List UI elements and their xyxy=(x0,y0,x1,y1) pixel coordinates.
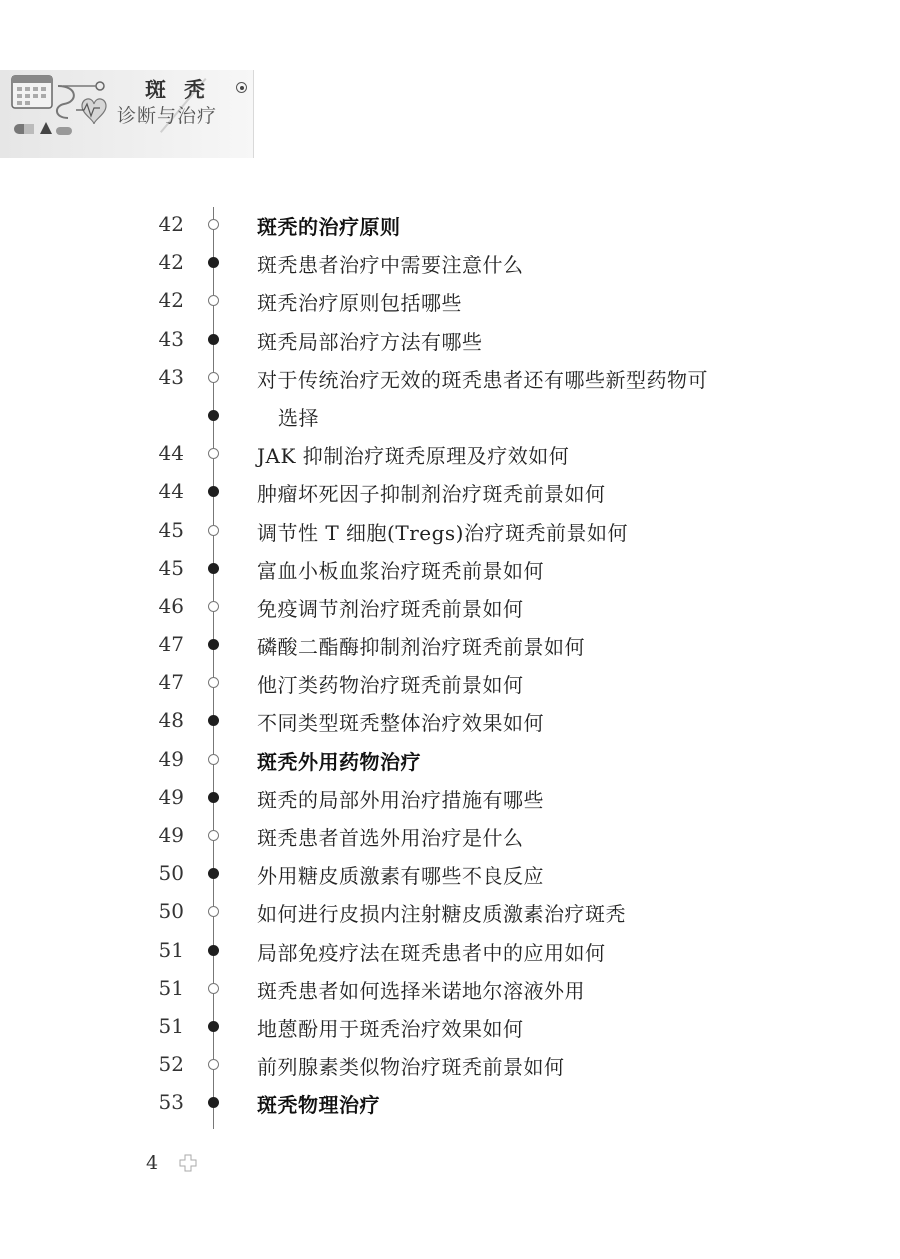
toc-entry-title: 斑秃局部治疗方法有哪些 xyxy=(257,329,483,354)
toc-entry[interactable] xyxy=(0,511,900,549)
toc-entry-title: 调节性 T 细胞(Tregs)治疗斑秃前景如何 xyxy=(257,520,628,545)
toc-entry[interactable] xyxy=(0,1083,900,1121)
toc-entry[interactable] xyxy=(0,1007,900,1045)
timeline-marker-open xyxy=(208,295,219,306)
toc-entry[interactable] xyxy=(0,472,900,510)
timeline-marker-filled xyxy=(208,945,219,956)
timeline-marker-open xyxy=(208,525,219,536)
toc-entry[interactable] xyxy=(0,205,900,243)
toc-page-number: 49 xyxy=(158,823,184,847)
toc-entry-continuation[interactable] xyxy=(0,396,900,434)
toc-entry[interactable] xyxy=(0,854,900,892)
toc-page-number: 49 xyxy=(158,784,184,809)
toc-page-number: 52 xyxy=(158,1052,184,1077)
toc-section-heading: 斑秃的治疗原则 xyxy=(257,215,401,239)
toc-entry[interactable] xyxy=(0,701,900,739)
toc-page-number: 46 xyxy=(158,593,184,618)
toc-entry-title: 肿瘤坏死因子抑制剂治疗斑秃前景如何 xyxy=(257,482,606,507)
toc-entry[interactable] xyxy=(0,778,900,816)
toc-entry[interactable] xyxy=(0,931,900,969)
toc-page-number: 44 xyxy=(158,479,184,504)
toc-page-number: 47 xyxy=(158,670,184,695)
toc-page-number: 51 xyxy=(158,937,184,962)
table-of-contents xyxy=(0,205,900,1122)
timeline-marker-filled xyxy=(208,1097,219,1108)
toc-entry-title: 局部免疫疗法在斑秃患者中的应用如何 xyxy=(257,940,606,965)
toc-page-number: 51 xyxy=(158,975,184,1000)
timeline-marker-filled xyxy=(208,868,219,879)
timeline-marker-open xyxy=(208,601,219,612)
timeline-marker-filled xyxy=(208,563,219,574)
cross-outline-icon xyxy=(179,1154,197,1172)
timeline-marker-open xyxy=(208,906,219,917)
toc-page-number: 43 xyxy=(158,326,184,351)
toc-page-number: 44 xyxy=(158,441,184,466)
toc-page-number: 45 xyxy=(158,555,184,580)
toc-entry[interactable] xyxy=(0,587,900,625)
toc-entry-title: 斑秃患者如何选择米诺地尔溶液外用 xyxy=(257,978,585,1003)
toc-page-number: 43 xyxy=(158,364,184,389)
toc-entry-title: 外用糖皮质激素有哪些不良反应 xyxy=(257,864,544,889)
toc-entry-title: 斑秃治疗原则包括哪些 xyxy=(257,291,462,316)
toc-section-heading: 斑秃物理治疗 xyxy=(257,1093,380,1118)
toc-page-number: 45 xyxy=(158,517,184,542)
bullseye-icon xyxy=(236,82,247,93)
toc-entry[interactable] xyxy=(0,625,900,663)
timeline-marker-open xyxy=(208,754,219,765)
timeline-marker-open xyxy=(208,983,219,994)
toc-page-number: 48 xyxy=(158,708,184,733)
toc-entry-title-continued: 选择 xyxy=(278,405,319,430)
timeline-marker-filled xyxy=(208,792,219,803)
toc-entry-title: 他汀类药物治疗斑秃前景如何 xyxy=(257,673,524,698)
timeline-marker-open xyxy=(208,677,219,688)
toc-entry-title: 斑秃的局部外用治疗措施有哪些 xyxy=(257,787,544,812)
timeline-marker-filled xyxy=(208,486,219,497)
timeline-marker-open xyxy=(208,448,219,459)
book-subtitle: 诊断与治疗 xyxy=(117,105,218,127)
timeline-marker-filled xyxy=(208,1021,219,1032)
timeline-marker-filled xyxy=(208,715,219,726)
medical-logo-icon xyxy=(8,72,118,142)
toc-entry[interactable] xyxy=(0,320,900,358)
toc-page-number: 42 xyxy=(158,288,184,313)
toc-entry[interactable] xyxy=(0,1045,900,1083)
toc-entry-title: 对于传统治疗无效的斑秃患者还有哪些新型药物可 xyxy=(257,367,708,392)
timeline-marker-open xyxy=(208,830,219,841)
toc-entry[interactable] xyxy=(0,434,900,472)
toc-entry[interactable] xyxy=(0,358,900,396)
toc-entry-title: 斑秃患者首选外用治疗是什么 xyxy=(257,826,524,850)
toc-entry-title: 免疫调节剂治疗斑秃前景如何 xyxy=(257,596,524,621)
timeline-marker-filled xyxy=(208,639,219,650)
toc-page-number: 51 xyxy=(158,1013,184,1038)
toc-section-heading: 斑秃外用药物治疗 xyxy=(257,749,421,774)
toc-entry-title: 不同类型斑秃整体治疗效果如何 xyxy=(257,711,544,736)
toc-page-number: 49 xyxy=(158,746,184,771)
toc-entry-title: 磷酸二酯酶抑制剂治疗斑秃前景如何 xyxy=(257,635,585,660)
toc-entry[interactable] xyxy=(0,281,900,319)
timeline-marker-open xyxy=(208,219,219,230)
toc-entry[interactable] xyxy=(0,549,900,587)
toc-entry[interactable] xyxy=(0,740,900,778)
toc-page-number: 53 xyxy=(158,1090,184,1115)
toc-page-number: 47 xyxy=(158,632,184,657)
toc-page-number: 42 xyxy=(158,212,184,236)
toc-entry[interactable] xyxy=(0,243,900,281)
toc-page-number: 50 xyxy=(158,861,184,886)
toc-entry[interactable] xyxy=(0,663,900,701)
timeline-marker-filled xyxy=(208,410,219,421)
toc-entry[interactable] xyxy=(0,892,900,930)
timeline-marker-open xyxy=(208,372,219,383)
toc-page-number: 50 xyxy=(158,899,184,924)
timeline-marker-filled xyxy=(208,334,219,345)
timeline-marker-open xyxy=(208,1059,219,1070)
toc-entry[interactable] xyxy=(0,816,900,854)
toc-entry[interactable] xyxy=(0,969,900,1007)
toc-entry-title: 地蒽酚用于斑秃治疗效果如何 xyxy=(257,1016,524,1041)
book-title: 斑秃 xyxy=(145,77,223,102)
toc-entry-title: 前列腺素类似物治疗斑秃前景如何 xyxy=(257,1055,565,1080)
footer-page-number: 4 xyxy=(146,1152,159,1174)
toc-entry-title: 如何进行皮损内注射糖皮质激素治疗斑秃 xyxy=(257,902,626,927)
toc-entry-title: JAK 抑制治疗斑秃原理及疗效如何 xyxy=(257,444,570,469)
toc-entry-title: 富血小板血浆治疗斑秃前景如何 xyxy=(257,558,544,583)
timeline-marker-filled xyxy=(208,257,219,268)
toc-page-number: 42 xyxy=(158,250,184,275)
toc-entry-title: 斑秃患者治疗中需要注意什么 xyxy=(257,253,524,278)
